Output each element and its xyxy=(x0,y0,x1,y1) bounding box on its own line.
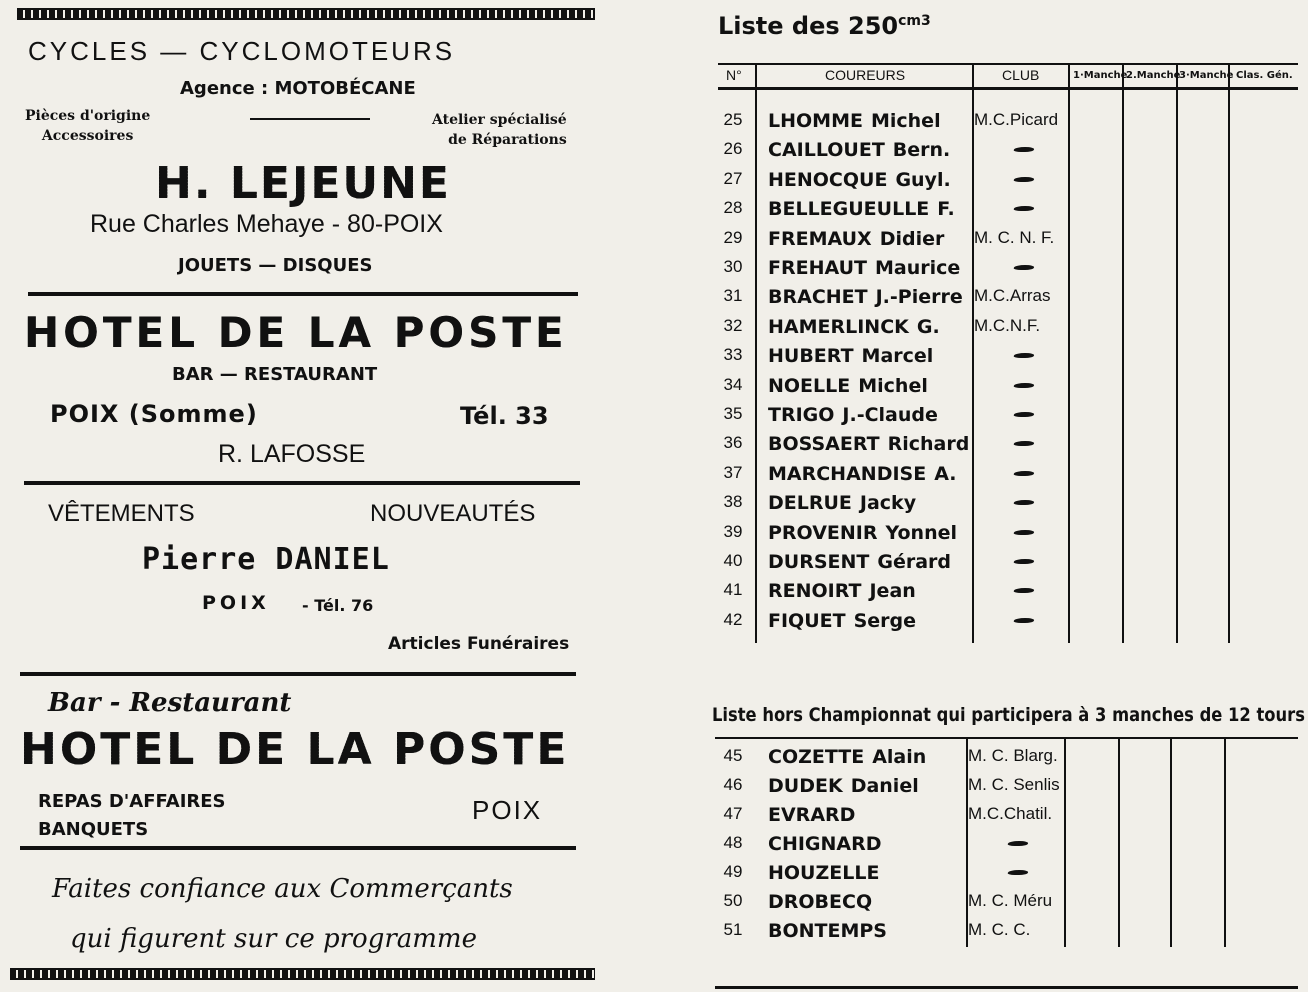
col-number: N° xyxy=(726,67,742,83)
rider-number: 26 xyxy=(723,139,743,159)
rider-name: HAMERLINCK G. xyxy=(768,315,940,338)
rider-number: 34 xyxy=(723,374,743,394)
rider-first-name: G. xyxy=(916,315,940,338)
rider-list-page xyxy=(640,0,1308,992)
rider-number: 36 xyxy=(723,433,743,453)
divider xyxy=(20,846,576,850)
table-row xyxy=(640,522,1308,551)
hotel-type: BAR — RESTAURANT xyxy=(172,364,378,385)
hotel-town-2: POIX xyxy=(472,795,543,825)
table-row xyxy=(640,316,1308,345)
table-row xyxy=(640,580,1308,609)
slogan-line-1: Faites confiance aux Commerçants xyxy=(52,874,513,904)
ditto-mark-icon xyxy=(1014,588,1038,596)
ditto-mark-icon xyxy=(1014,471,1038,479)
rider-first-name: Maurice xyxy=(875,257,961,279)
top-border xyxy=(17,8,595,20)
table-row xyxy=(640,920,1308,949)
shop-name: H. LEJEUNE xyxy=(155,158,451,209)
rider-name: NOELLE Michel xyxy=(768,374,928,397)
rider-first-name: Bern. xyxy=(892,139,951,162)
ditto-mark-icon xyxy=(1014,618,1038,626)
rider-name: CAILLOUET Bern. xyxy=(768,139,951,162)
slogan-line-2: qui figurent sur ce programme xyxy=(70,924,477,954)
rider-number: 29 xyxy=(723,227,743,247)
ditto-mark-icon xyxy=(1014,500,1038,508)
rider-club: M.C.N.F. xyxy=(974,315,1041,335)
merchant-note: Articles Funéraires xyxy=(388,634,570,654)
rider-number: 37 xyxy=(723,462,743,482)
rider-number: 31 xyxy=(723,286,743,306)
table-row xyxy=(640,345,1308,374)
rider-name: HENOCQUE Guyl. xyxy=(768,168,951,191)
hotel-owner: R. LAFOSSE xyxy=(218,440,366,468)
hotel-services: REPAS D'AFFAIRES BANQUETS xyxy=(38,791,226,840)
ditto-mark-icon xyxy=(1014,559,1038,567)
table-row xyxy=(640,891,1308,920)
table-row xyxy=(640,433,1308,462)
rider-name: MARCHANDISE A. xyxy=(768,462,957,485)
subtitle: Liste hors Championnat qui participera à 3 manches de 12 tours xyxy=(712,704,1305,726)
rider-number: 50 xyxy=(723,891,743,910)
rider-number: 25 xyxy=(723,110,743,129)
rider-number: 41 xyxy=(723,580,743,600)
table-row xyxy=(640,169,1308,198)
table-row xyxy=(640,833,1308,862)
table-row xyxy=(640,551,1308,580)
ad-right-note: Atelier spécialisé de Réparations xyxy=(432,112,567,148)
rider-name: EVRARD xyxy=(768,804,856,826)
rider-first-name: J.-Pierre xyxy=(875,286,963,309)
table-row xyxy=(640,804,1308,833)
rider-first-name: Guyl. xyxy=(895,168,951,191)
rider-name: LHOMME Michel xyxy=(768,110,941,132)
col-overall: Clas. Gén. xyxy=(1236,70,1293,81)
clothing-right: NOUVEAUTÉS xyxy=(370,500,536,527)
bar-script: Bar - Restaurant xyxy=(48,688,292,718)
col-club: CLUB xyxy=(1002,67,1040,83)
rider-club: M. C. Méru xyxy=(968,891,1053,910)
ad-agency: Agence : MOTOBÉCANE xyxy=(180,78,416,99)
rider-club: M.C.Arras xyxy=(974,286,1051,306)
rider-club: M. C. N. F. xyxy=(974,227,1055,247)
rider-club: M.C.Picard xyxy=(974,110,1059,129)
rider-number: 40 xyxy=(723,551,743,570)
rider-name: DELRUE Jacky xyxy=(768,492,917,515)
rider-first-name: Michel xyxy=(870,110,941,132)
ad-heading: CYCLES — CYCLOMOTEURS xyxy=(28,36,456,66)
shop-address: Rue Charles Mehaye - 80-POIX xyxy=(90,210,443,238)
shop-extras: JOUETS — DISQUES xyxy=(178,255,373,276)
rider-number: 35 xyxy=(723,404,743,423)
rider-name: BRACHET J.-Pierre xyxy=(768,286,963,309)
rider-first-name: Richard xyxy=(887,433,970,456)
ditto-mark-icon xyxy=(1008,870,1032,878)
hotel-name-2: HOTEL DE LA POSTE xyxy=(20,724,570,775)
rider-number: 49 xyxy=(723,862,743,881)
rider-name: RENOIRT Jean xyxy=(768,580,916,603)
rider-number: 38 xyxy=(723,492,743,512)
table-row xyxy=(640,746,1308,775)
table-row xyxy=(640,375,1308,404)
ditto-mark-icon xyxy=(1008,841,1032,849)
rider-number: 46 xyxy=(723,775,743,794)
rider-number: 28 xyxy=(723,198,743,218)
rider-first-name: Yonnel xyxy=(885,521,958,544)
rider-first-name: Gérard xyxy=(877,551,952,573)
ditto-mark-icon xyxy=(1014,412,1038,420)
divider xyxy=(28,292,578,296)
table-row xyxy=(640,228,1308,257)
rider-first-name: F. xyxy=(937,198,955,221)
ditto-mark-icon xyxy=(1014,206,1038,214)
rider-club: M. C. Blarg. xyxy=(968,746,1058,765)
rider-first-name: Serge xyxy=(853,609,917,632)
rider-name: BOSSAERT Richard xyxy=(768,433,970,456)
rider-first-name: Jean xyxy=(869,580,916,603)
rider-name: FREHAUT Maurice xyxy=(768,257,961,279)
ditto-mark-icon xyxy=(1014,265,1038,273)
hotel-name: HOTEL DE LA POSTE xyxy=(24,308,568,357)
rider-name: BONTEMPS xyxy=(768,920,887,942)
table-row xyxy=(640,610,1308,639)
rider-number: 27 xyxy=(723,168,743,188)
rider-name: FIQUET Serge xyxy=(768,609,917,632)
hotel-tel: Tél. 33 xyxy=(460,402,549,430)
ditto-mark-icon xyxy=(1014,353,1038,361)
divider xyxy=(250,118,370,120)
rider-first-name: Daniel xyxy=(850,775,919,797)
rider-name: CHIGNARD xyxy=(768,833,882,855)
divider xyxy=(24,481,580,485)
rider-name: FREMAUX Didier xyxy=(768,227,945,250)
rider-number: 45 xyxy=(723,746,743,765)
ad-left-note: Pièces d'origine Accessoires xyxy=(25,108,151,144)
rider-name: DROBECQ xyxy=(768,891,873,913)
col-heat-3: 3·Manche xyxy=(1179,70,1234,81)
col-heat-2: 2.Manche xyxy=(1126,70,1181,81)
table-row xyxy=(640,257,1308,286)
merchant-tel: - Tél. 76 xyxy=(302,596,374,615)
table-row xyxy=(640,862,1308,891)
table-row xyxy=(640,139,1308,168)
bottom-border xyxy=(10,968,595,980)
table-row xyxy=(640,110,1308,139)
rider-number: 48 xyxy=(723,833,743,852)
table-row xyxy=(640,198,1308,227)
divider xyxy=(20,672,576,676)
rider-club: M. C. Senlis xyxy=(968,775,1060,794)
rider-name: HUBERT Marcel xyxy=(768,345,934,368)
rider-first-name: Marcel xyxy=(861,345,934,368)
hotel-town: POIX (Somme) xyxy=(50,400,258,428)
table-row xyxy=(640,775,1308,804)
col-heat-1: 1·Manche xyxy=(1073,70,1128,81)
list-title: Liste des $250^{cm3}$ xyxy=(718,12,931,40)
rider-first-name: Didier xyxy=(879,227,945,250)
rider-number: 33 xyxy=(723,345,743,365)
table-row xyxy=(640,463,1308,492)
rider-first-name: J.-Claude xyxy=(842,404,938,426)
ditto-mark-icon xyxy=(1014,530,1038,538)
rider-name: PROVENIR Yonnel xyxy=(768,521,958,544)
merchant-name: Pierre DANIEL xyxy=(142,542,390,577)
rider-name: DURSENT Gérard xyxy=(768,551,952,573)
col-riders: COUREURS xyxy=(825,67,906,83)
rider-club: M.C.Chatil. xyxy=(968,804,1053,823)
table-row xyxy=(640,492,1308,521)
rider-number: 32 xyxy=(723,315,743,335)
ditto-mark-icon xyxy=(1014,383,1038,391)
rider-name: BELLEGUEULLE F. xyxy=(768,198,955,221)
rider-first-name: Alain xyxy=(872,746,927,768)
rider-number: 30 xyxy=(723,257,743,276)
merchant-town: POIX xyxy=(202,592,270,614)
rider-first-name: A. xyxy=(934,462,957,485)
rider-name: TRIGO J.-Claude xyxy=(768,404,938,426)
rider-number: 47 xyxy=(723,804,743,823)
rider-number: 42 xyxy=(723,609,743,629)
rider-number: 39 xyxy=(723,521,743,541)
rider-name: DUDEK Daniel xyxy=(768,775,919,797)
ditto-mark-icon xyxy=(1014,147,1038,155)
rider-number: 51 xyxy=(723,920,743,939)
table-row xyxy=(640,404,1308,433)
rider-name: HOUZELLE xyxy=(768,862,880,884)
rider-first-name: Jacky xyxy=(859,492,917,515)
rider-club: M. C. C. xyxy=(968,920,1031,939)
table-row xyxy=(640,286,1308,315)
rider-first-name: Michel xyxy=(858,374,928,397)
ditto-mark-icon xyxy=(1014,441,1038,449)
clothing-left: VÊTEMENTS xyxy=(48,500,195,527)
advertising-page xyxy=(0,0,600,992)
rider-name: COZETTE Alain xyxy=(768,746,927,768)
ditto-mark-icon xyxy=(1014,177,1038,185)
